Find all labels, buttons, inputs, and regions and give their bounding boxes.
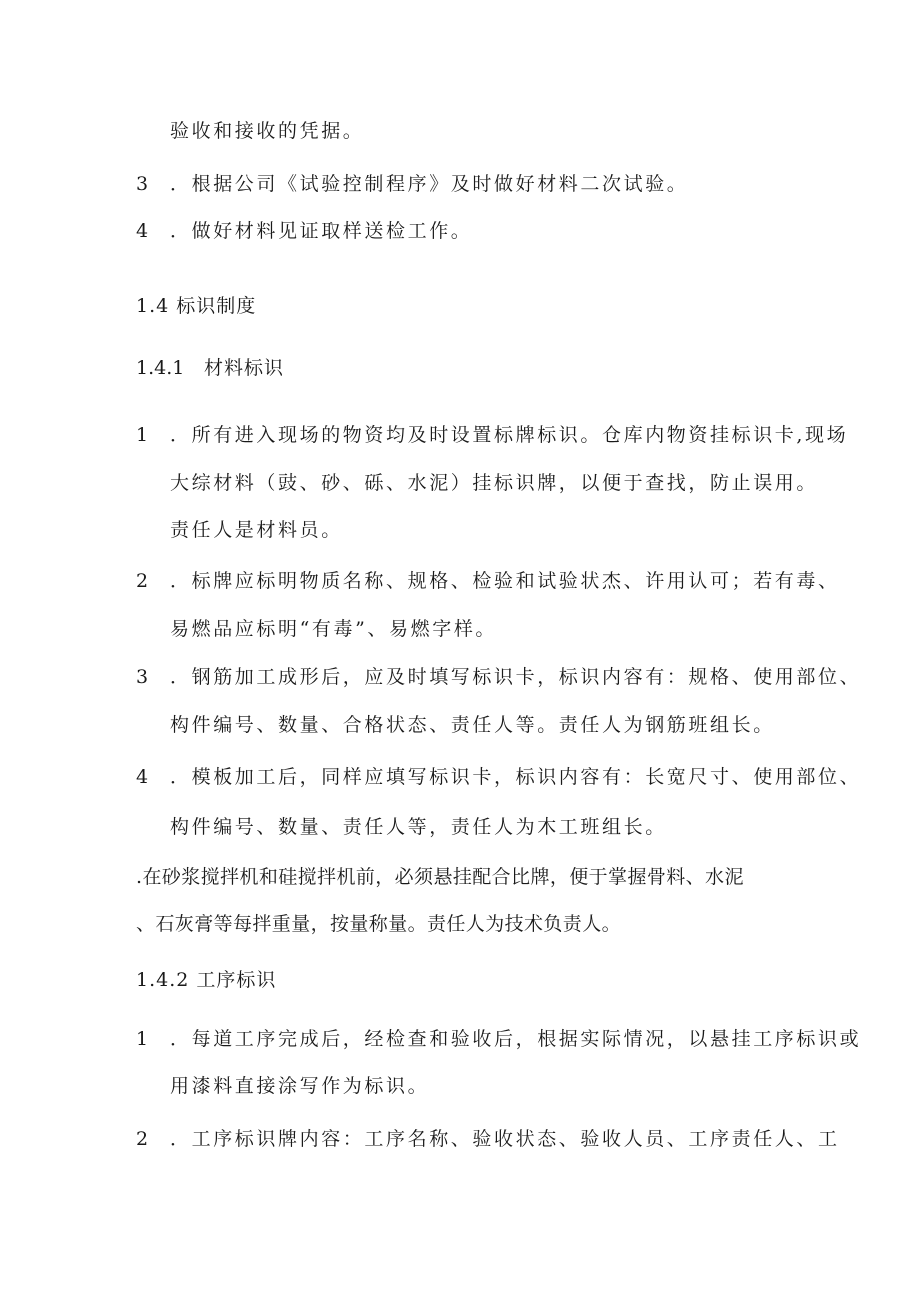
item-continuation: 大综材料（豉、砂、砾、水泥）挂标识牌，以便于查找，防止误用。 xyxy=(170,472,819,494)
item-text: ．所有进入现场的物资均及时设置标牌标识。仓库内物资挂标识卡,现场 xyxy=(170,424,849,446)
item-number: 4 xyxy=(136,220,149,242)
item-text: ．做好材料见证取样送检工作。 xyxy=(170,220,473,242)
item-number: 1 xyxy=(136,424,149,446)
list-item xyxy=(136,1127,840,1151)
item-number: 3 xyxy=(136,173,149,195)
list-item xyxy=(136,172,688,196)
item-continuation: 易燃品应标明“有毒”、易燃字样。 xyxy=(170,618,498,640)
list-item xyxy=(136,1027,861,1051)
subsection-title: 材料标识 xyxy=(204,357,285,379)
section-heading: 1.4 标识制度 xyxy=(136,295,257,317)
item-number: 4 xyxy=(136,766,149,788)
list-item xyxy=(136,569,840,593)
item-number: 1 xyxy=(136,1028,149,1050)
subsection-heading: 1.4.2 工序标识 xyxy=(136,969,277,991)
item-text: ．工序标识牌内容：工序名称、验收状态、验收人员、工序责任人、工 xyxy=(170,1128,840,1150)
list-item xyxy=(136,423,848,447)
item-continuation: 责任人是材料员。 xyxy=(170,519,343,541)
continuation-line: 验收和接收的凭据。 xyxy=(170,120,365,142)
list-item xyxy=(136,219,472,243)
list-item xyxy=(136,765,861,789)
list-item xyxy=(136,665,861,689)
item-continuation: 构件编号、数量、责任人等，责任人为木工班组长。 xyxy=(170,816,667,838)
item-number: 2 xyxy=(136,570,149,592)
item-continuation: 用漆料直接涂写作为标识。 xyxy=(170,1075,430,1097)
subsection-heading xyxy=(136,356,284,380)
item-text: ．钢筋加工成形后，应及时填写标识卡，标识内容有：规格、使用部位、 xyxy=(170,666,862,688)
item-text: ．模板加工后，同样应填写标识卡，标识内容有：长宽尺寸、使用部位、 xyxy=(170,766,862,788)
item-text: ．每道工序完成后，经检查和验收后，根据实际情况，以悬挂工序标识或 xyxy=(170,1028,862,1050)
item-number: 3 xyxy=(136,666,149,688)
item-text: ．标牌应标明物质名称、规格、检验和试验状杰、许用认可；若有毒、 xyxy=(170,570,840,592)
subsection-number: 1.4.1 xyxy=(136,357,185,379)
item-text: ．根据公司《试验控制程序》及时做好材料二次试验。 xyxy=(170,173,689,195)
item-number: 2 xyxy=(136,1128,149,1150)
paragraph-line: 、石灰膏等每拌重量，按量称量。责任人为技术负责人。 xyxy=(136,913,622,935)
paragraph-line: .在砂浆搅拌机和硅搅拌机前，必须悬挂配合比牌，便于掌握骨料、水泥 xyxy=(136,866,744,888)
item-continuation: 构件编号、数量、合格状态、责任人等。责任人为钢筋班组长。 xyxy=(170,714,775,736)
